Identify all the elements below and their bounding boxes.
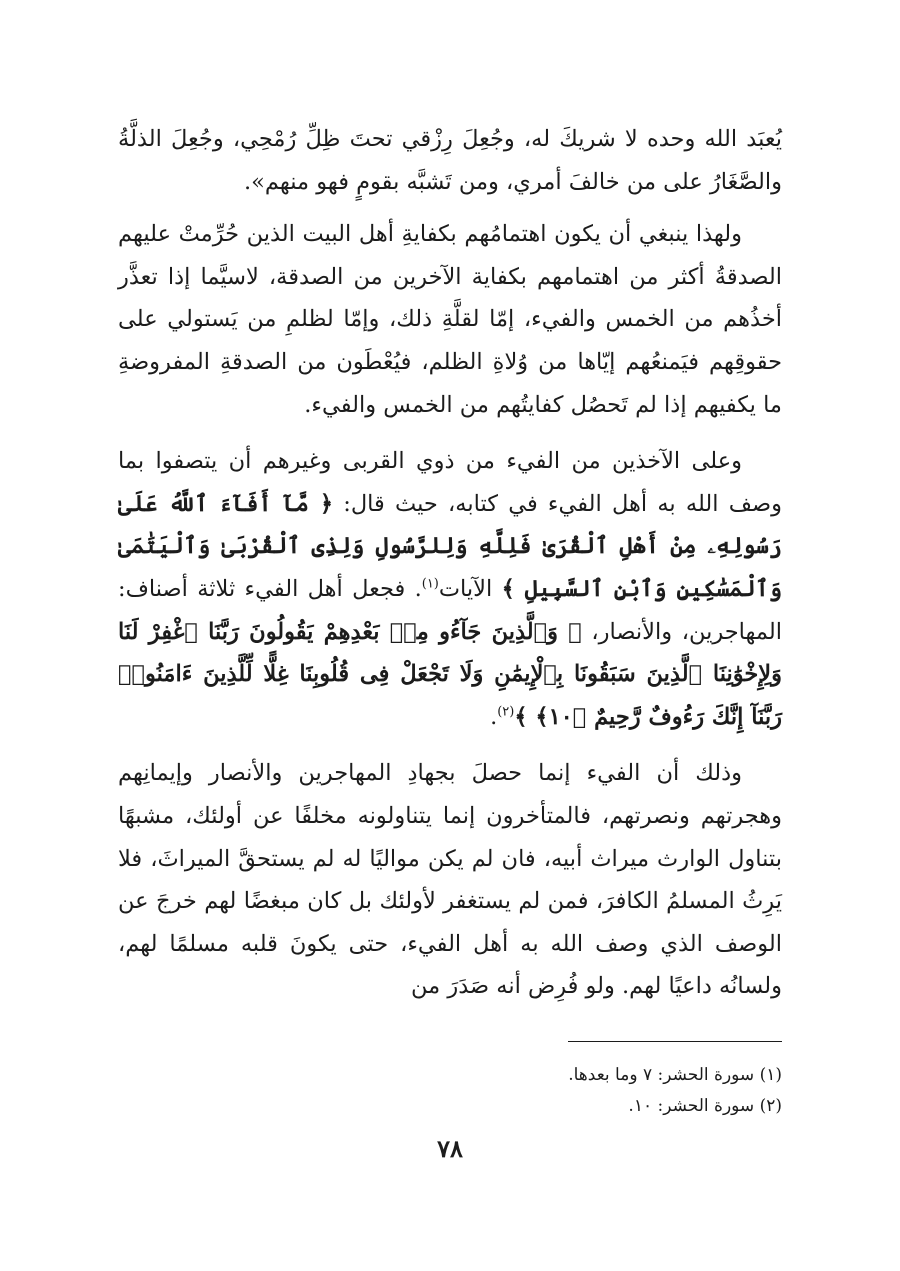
fay-intro-text: وعلى الآخذين من الفيء من ذوي القربى وغيرهم أن يتصفوا بما وصف الله به أهل الفيء في كتابه، حيث قال: (118, 448, 783, 517)
fay-categories-text: . فجعل أهل الفيء ثلاثة أصناف: المهاجرين، والأنصار، (118, 575, 783, 645)
footnote-divider (568, 1041, 782, 1042)
footnotes (118, 1060, 782, 1122)
quran-verse-hashr-7: ﴿ مَّآ أَفَآءَ ٱللَّهُ عَلَىٰ رَسُولِهِۦ مِنْ أَهْلِ ٱلْقُرَىٰ فَلِلَّهِ وَلِلرَّسُولِ وَلِذِى ٱلْقُرْبَىٰ وَٱلْيَتَٰمَىٰ وَٱلْمَسَٰكِينِ وَٱبْنِ ٱلسَّبِيلِ ﴾ (118, 490, 783, 602)
page-body (118, 118, 782, 1008)
verse-end-period: . (490, 703, 498, 730)
footnote-marker-1: (١) (421, 576, 439, 592)
verses-word: الآيات (438, 575, 493, 602)
paragraph-fay-verses (118, 440, 782, 738)
footnote-1: (١) سورة الحشر: ٧ وما بعدها. (568, 1065, 782, 1085)
footnote-2: (٢) سورة الحشر: ١٠. (628, 1096, 782, 1116)
quran-verse-hashr-10: ﴿ وَٱلَّذِينَ جَآءُو مِنۢ بَعْدِهِمْ يَقُولُونَ رَبَّنَا ٱغْفِرْ لَنَا وَلِإِخْوَٰنِنَا ٱلَّذِينَ سَبَقُونَا بِٱلْإِيمَٰنِ وَلَا تَجْعَلْ فِى قُلُوبِنَا غِلًّا لِّلَّذِينَ ءَامَنُوا۟ رَبَّنَآ إِنَّكَ رَءُوفٌ رَّحِيمٌ ﴿١٠﴾ ﴾ (118, 618, 782, 730)
footnote-marker-2: (٢) (497, 704, 515, 720)
paragraph-inheritance: وذلك أن الفيء إنما حصلَ بجهادِ المهاجرين والأنصار وإيمانِهم وهجرتهم ونصرتهم، فالمتأخرون إنما يتناولونه مخلفًا عن أولئك، مشبهًا بتناول الوارث ميراث أبيه، فان لم يكن مواليًا له لم يستحقَّ الميراثَ، فلا يَرِثُ المسلمُ الكافرَ، فمن لم يستغفر لأولئك بل كان مبغضًا لهم خرجَ عن الوصف الذي وصف الله به أهل الفيء، حتى يكونَ قلبه مسلمًا لهم، ولسانُه داعيًا لهم. ولو فُرِض أنه صَدَرَ من (118, 760, 783, 1000)
paragraph-ahl-al-bayt: ولهذا ينبغي أن يكون اهتمامُهم بكفايةِ أهل البيت الذين حُرِّمتْ عليهم الصدقةُ أكثر من اهتمامهم بكفاية الآخرين من الصدقة، لاسيَّما إذا تعذَّر أخذُهم من الخمس والفيء، إمّا لقلَّةِ ذلك، وإمّا لظلمِ من يَستولي على حقوقِهم فيَمنعُهم إيّاها من وُلاةِ الظلم، فيُعْطَون من الصدقةِ المفروضةِ ما يكفيهم إذا لم تَحصُل كفايتُهم من الخمس والفيء. (118, 221, 782, 418)
page-number: ٧٨ (437, 1134, 463, 1163)
paragraph-hadith-end: يُعبَد الله وحده لا شريكَ له، وجُعِلَ رِزْقي تحتَ ظِلِّ رُمْحِي، وجُعِلَ الذلَّةُ والصَّغَارُ على من خالفَ أمري، ومن تَشبَّه بقومٍ فهو منهم». (118, 126, 782, 195)
